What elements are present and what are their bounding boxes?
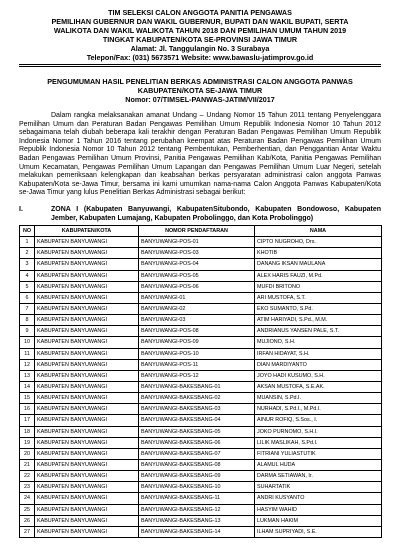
cell-kabupaten: KABUPATEN BANYUWANGI [35, 359, 139, 370]
letterhead-line-2: PEMILIHAN GUBERNUR DAN WAKIL GUBERNUR, BUPATI DAN WAKIL BUPATI, SERTA [51, 17, 349, 26]
cell-nomor-pendaftaran: BANYUWANGI-BAKESBANG-02 [139, 393, 255, 404]
cell-kabupaten: KABUPATEN BANYUWANGI [35, 459, 139, 470]
cell-nomor-pendaftaran: BANYUWANGI-BAKESBANG-12 [139, 504, 255, 515]
cell-no: 5 [20, 281, 35, 292]
cell-nomor-pendaftaran: BANYUWANGI-03 [139, 315, 255, 326]
cell-nama: CIPTO NUGROHO, Drs. [255, 237, 382, 248]
cell-nama: ARI MUSTOFA, S.T. [255, 292, 382, 303]
cell-kabupaten: KABUPATEN BANYUWANGI [35, 415, 139, 426]
cell-nama: ALAMUL HUDA [255, 459, 382, 470]
cell-nomor-pendaftaran: BANYUWANGI-BAKESBANG-06 [139, 437, 255, 448]
cell-kabupaten: KABUPATEN BANYUWANGI [35, 381, 139, 392]
cell-nama: ALEX HARIS FAUZI, M.Pd. [255, 270, 382, 281]
cell-nomor-pendaftaran: BANYUWANGI-BAKESBANG-08 [139, 459, 255, 470]
cell-nomor-pendaftaran: BANYUWANGI-BAKESBANG-14 [139, 526, 255, 537]
cell-no: 17 [20, 415, 35, 426]
zone-title: ZONA I (Kabupaten Banyuwangi, KabupatenSitubondo, Kabupaten Bondowoso, Kabupaten Jember, Kabupaten Lumajang, Kabupaten Probolinggo, dan Kota Probolinggo) [51, 205, 381, 222]
cell-no: 1 [20, 237, 35, 248]
cell-no: 9 [20, 326, 35, 337]
cell-kabupaten: KABUPATEN BANYUWANGI [35, 315, 139, 326]
column-header-nomor: NOMOR PENDAFTARAN [139, 226, 255, 237]
cell-kabupaten: KABUPATEN BANYUWANGI [35, 326, 139, 337]
table-row [20, 359, 382, 370]
cell-nomor-pendaftaran: BANYUWANGI-POS-10 [139, 348, 255, 359]
cell-kabupaten: KABUPATEN BANYUWANGI [35, 303, 139, 314]
cell-nama: MUJIONO, S.H. [255, 337, 382, 348]
table-row [20, 404, 382, 415]
cell-no: 10 [20, 337, 35, 348]
table-row [20, 348, 382, 359]
table-body [20, 237, 382, 538]
cell-kabupaten: KABUPATEN BANYUWANGI [35, 281, 139, 292]
cell-nama: JOYO HADI KUSUMO, S.H. [255, 370, 382, 381]
cell-nama: ANDRIANUS YANSEN PALE, S.T. [255, 326, 382, 337]
zone-heading [19, 206, 381, 223]
cell-nama: HASYIM WAHID [255, 504, 382, 515]
table-row [20, 493, 382, 504]
cell-no: 11 [20, 348, 35, 359]
cell-no: 7 [20, 303, 35, 314]
table-row [20, 381, 382, 392]
table-row [20, 526, 382, 537]
column-header-nama: NAMA [255, 226, 382, 237]
cell-nama: LILIK MASLIKAH, S.Pd.I. [255, 437, 382, 448]
cell-nama: MUANSIN, S.Pd.I. [255, 393, 382, 404]
cell-nomor-pendaftaran: BANYUWANGI-BAKESBANG-07 [139, 448, 255, 459]
cell-no: 24 [20, 493, 35, 504]
table-row [20, 292, 382, 303]
cell-nama: DANANG IKSAN MAULANA [255, 259, 382, 270]
announcement-number: Nomor: 07/TIMSEL-PANWAS-JATIM/VII/2017 [125, 95, 275, 104]
letterhead [19, 8, 381, 62]
cell-no: 4 [20, 270, 35, 281]
cell-no: 15 [20, 393, 35, 404]
cell-kabupaten: KABUPATEN BANYUWANGI [35, 270, 139, 281]
cell-no: 23 [20, 482, 35, 493]
announcement-title-line-2: KABUPATEN/KOTA SE-JAWA TIMUR [137, 86, 263, 95]
cell-nama: DIAN MARDIYANTO [255, 359, 382, 370]
cell-nomor-pendaftaran: BANYUWANGI-01 [139, 292, 255, 303]
cell-nomor-pendaftaran: BANYUWANGI-BAKESBANG-04 [139, 415, 255, 426]
cell-nama: ANDRI KUSYANTO [255, 493, 382, 504]
table-row [20, 303, 382, 314]
letterhead-line-1: TIM SELEKSI CALON ANGGOTA PANITIA PENGAWAS [108, 8, 292, 17]
cell-no: 25 [20, 504, 35, 515]
cell-kabupaten: KABUPATEN BANYUWANGI [35, 393, 139, 404]
cell-no: 19 [20, 437, 35, 448]
cell-no: 2 [20, 248, 35, 259]
column-header-no: NO [20, 226, 35, 237]
cell-nomor-pendaftaran: BANYUWANGI-BAKESBANG-05 [139, 426, 255, 437]
table-row [20, 270, 382, 281]
table-row [20, 482, 382, 493]
cell-nama: AKSAN MUSTOFA, S.E.AK. [255, 381, 382, 392]
cell-no: 27 [20, 526, 35, 537]
cell-kabupaten: KABUPATEN BANYUWANGI [35, 248, 139, 259]
letterhead-line-4: TINGKAT KABUPATEN/KOTA SE-PROVINSI JAWA TIMUR [102, 35, 298, 44]
table-row [20, 437, 382, 448]
cell-no: 21 [20, 459, 35, 470]
cell-nama: ATIM HARIYADI, S.Pd., M.M. [255, 315, 382, 326]
cell-kabupaten: KABUPATEN BANYUWANGI [35, 493, 139, 504]
cell-nomor-pendaftaran: BANYUWANGI-POS-09 [139, 337, 255, 348]
table-row [20, 237, 382, 248]
cell-kabupaten: KABUPATEN BANYUWANGI [35, 404, 139, 415]
cell-nomor-pendaftaran: BANYUWANGI-BAKESBANG-01 [139, 381, 255, 392]
cell-nomor-pendaftaran: BANYUWANGI-02 [139, 303, 255, 314]
cell-kabupaten: KABUPATEN BANYUWANGI [35, 437, 139, 448]
table-row [20, 315, 382, 326]
cell-no: 12 [20, 359, 35, 370]
cell-nomor-pendaftaran: BANYUWANGI-POS-11 [139, 359, 255, 370]
candidate-table [19, 225, 382, 538]
cell-nama: IRFAN HIDAYAT, S.H. [255, 348, 382, 359]
column-header-kabupaten: KABUPATEN/KOTA [35, 226, 139, 237]
cell-kabupaten: KABUPATEN BANYUWANGI [35, 515, 139, 526]
cell-nomor-pendaftaran: BANYUWANGI-POS-04 [139, 259, 255, 270]
cell-no: 26 [20, 515, 35, 526]
cell-nomor-pendaftaran: BANYUWANGI-POS-05 [139, 270, 255, 281]
letterhead-divider-thin [19, 66, 381, 67]
cell-no: 18 [20, 426, 35, 437]
cell-no: 3 [20, 259, 35, 270]
cell-nama: EKO SUMANTO, S.Pd. [255, 303, 382, 314]
table-row [20, 259, 382, 270]
cell-kabupaten: KABUPATEN BANYUWANGI [35, 482, 139, 493]
cell-kabupaten: KABUPATEN BANYUWANGI [35, 348, 139, 359]
cell-nama: ILHAM SUPRIYADI, S.E. [255, 526, 382, 537]
table-row [20, 415, 382, 426]
cell-nama: KHOTIB [255, 248, 382, 259]
cell-no: 20 [20, 448, 35, 459]
letterhead-divider [19, 64, 381, 65]
cell-kabupaten: KABUPATEN BANYUWANGI [35, 237, 139, 248]
letterhead-line-3: WALIKOTA DAN WAKIL WALIKOTA TAHUN 2018 DAN PEMILIHAN UMUM TAHUN 2019 [53, 26, 347, 35]
cell-nama: JOKO PURNOMO, S.H.I. [255, 426, 382, 437]
table-row [20, 248, 382, 259]
cell-kabupaten: KABUPATEN BANYUWANGI [35, 337, 139, 348]
cell-nomor-pendaftaran: BANYUWANGI-POS-08 [139, 326, 255, 337]
cell-nomor-pendaftaran: BANYUWANGI-POS-03 [139, 248, 255, 259]
table-row [20, 281, 382, 292]
announcement-body: Dalam rangka melaksanakan amanat Undang – Undang Nomor 15 Tahun 2011 tentang Penyelenggara Pemilihan Umum dan Peraturan Badan Pengawas Pemilihan Umum Republik Indonesia Nomor 10 Tahun 2012 sebagaimana telah diubah beberapa kali terakhir dengan Peraturan Badan Pengawas Pemilihan Umum Republik Indonesia Nomor 1 Tahun 2016 tentang perubahan keempat atas Peraturan Badan Pengawas Pemilihan Umum Republik Indonesia Nomor 10 Tahun 2012 tentang Pembentukan, Pemberhentian, dan Penggantian Antar Waktu Badan Pengawas Pemilihan Umum Provinsi, Panitia Pengawas Pemilihan Kab/Kota, Panitia Pengawas Pemilihan Umum Kecamatan, Pengawas Pemilihan Umum Lapangan dan Pengawas Pemilihan Umum Luar Negeri, setelah melakukan pemeriksaan kelengkapan dan keabsahan berkas persyaratan administrasi calon anggota Panwas Kabupaten/Kota se-Jawa Timur, bersama ini kami umumkan nama-nama Calon Anggota Panwas Kabupaten/Kota se-Jawa Timur yang lulus Penelitian Berkas Administrasi sebagai berikut: [19, 112, 381, 197]
cell-nama: NURHADI, S.Pd.I., M.Pd.I. [255, 404, 382, 415]
cell-no: 13 [20, 370, 35, 381]
table-row [20, 426, 382, 437]
cell-kabupaten: KABUPATEN BANYUWANGI [35, 292, 139, 303]
cell-kabupaten: KABUPATEN BANYUWANGI [35, 504, 139, 515]
cell-nama: FITRIANI YULIASTUTIK [255, 448, 382, 459]
cell-nama: AINUR ROFIQ, S.Sos., I. [255, 415, 382, 426]
table-row [20, 471, 382, 482]
cell-nama: SUHARTATIK [255, 482, 382, 493]
cell-nomor-pendaftaran: BANYUWANGI-BAKESBANG-03 [139, 404, 255, 415]
letterhead-contact: Telepon/Fax: (031) 5673571 Website: www.bawaslu-jatimprov.go.id [86, 53, 314, 62]
cell-nomor-pendaftaran: BANYUWANGI-BAKESBANG-13 [139, 515, 255, 526]
table-row [20, 448, 382, 459]
cell-nama: DARMA SETIAWAN, Ir. [255, 471, 382, 482]
cell-kabupaten: KABUPATEN BANYUWANGI [35, 526, 139, 537]
zone-number: I. [19, 205, 23, 213]
cell-no: 6 [20, 292, 35, 303]
cell-no: 14 [20, 381, 35, 392]
cell-kabupaten: KABUPATEN BANYUWANGI [35, 471, 139, 482]
cell-nomor-pendaftaran: BANYUWANGI-BAKESBANG-11 [139, 493, 255, 504]
cell-nomor-pendaftaran: BANYUWANGI-POS-01 [139, 237, 255, 248]
table-row [20, 459, 382, 470]
table-row [20, 326, 382, 337]
table-row [20, 504, 382, 515]
table-row [20, 393, 382, 404]
cell-no: 16 [20, 404, 35, 415]
cell-nomor-pendaftaran: BANYUWANGI-POS-06 [139, 281, 255, 292]
cell-nama: LUKMAN HAKIM [255, 515, 382, 526]
announcement-title [19, 77, 381, 104]
cell-kabupaten: KABUPATEN BANYUWANGI [35, 448, 139, 459]
table-header-row [20, 226, 382, 237]
letterhead-address: Alamat: Jl. Tanggulangin No. 3 Surabaya [130, 44, 270, 53]
cell-kabupaten: KABUPATEN BANYUWANGI [35, 259, 139, 270]
cell-nomor-pendaftaran: BANYUWANGI-BAKESBANG-10 [139, 482, 255, 493]
cell-nomor-pendaftaran: BANYUWANGI-POS-12 [139, 370, 255, 381]
cell-no: 22 [20, 471, 35, 482]
cell-no: 8 [20, 315, 35, 326]
announcement-title-line-1: PENGUMUMAN HASIL PENELITIAN BERKAS ADMINISTRASI CALON ANGGOTA PANWAS [47, 77, 353, 86]
cell-nomor-pendaftaran: BANYUWANGI-BAKESBANG-09 [139, 471, 255, 482]
cell-nama: MUFDI BRITONO [255, 281, 382, 292]
table-row [20, 337, 382, 348]
cell-kabupaten: KABUPATEN BANYUWANGI [35, 426, 139, 437]
table-row [20, 515, 382, 526]
table-row [20, 370, 382, 381]
cell-kabupaten: KABUPATEN BANYUWANGI [35, 370, 139, 381]
